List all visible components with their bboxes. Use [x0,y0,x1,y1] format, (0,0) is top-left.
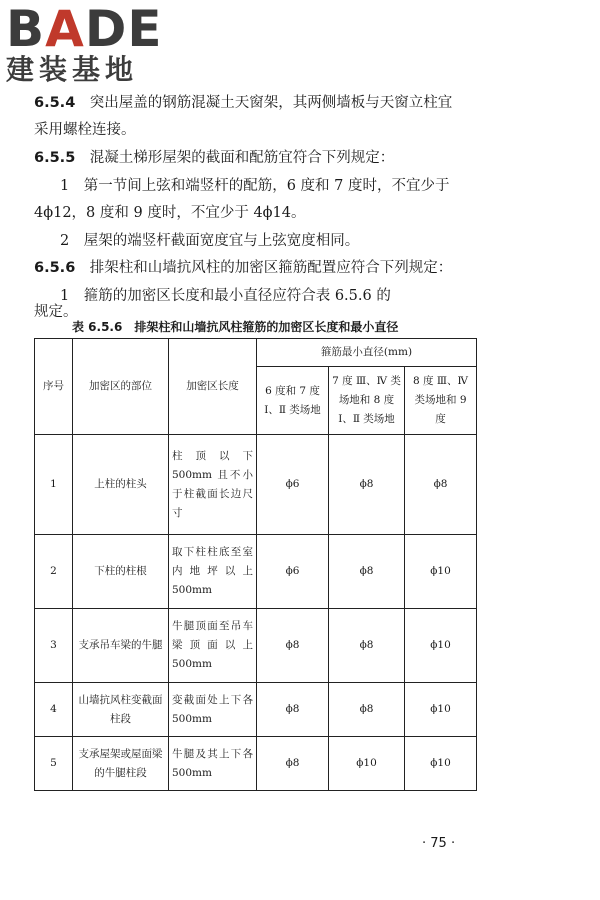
row-dia-b: ϕ8 [329,435,405,535]
row-index: 5 [35,737,73,791]
header-length: 加密区长度 [169,339,257,435]
row-dia-c: ϕ10 [405,535,477,609]
clause-6-5-6-item-1: 1 箍筋的加密区长度和最小直径应符合表 6.5.6 的 [60,288,391,304]
brand-logo [6,0,206,86]
row-dia-b: ϕ8 [329,683,405,737]
stirrup-spec-table [34,338,477,791]
header-col-a: 6 度和 7 度 Ⅰ、Ⅱ 类场地 [257,367,329,435]
clause-6-5-5-item-1: 1 第一节间上弦和端竖杆的配筋，6 度和 7 度时，不宜少于 [60,178,450,194]
table-caption: 表 6.5.6 排架柱和山墙抗风柱箍筋的加密区长度和最小直径 [72,320,399,334]
header-index: 序号 [35,339,73,435]
row-dia-a: ϕ6 [257,535,329,609]
clause-6-5-4: 6.5.4 突出屋盖的钢筋混凝土天窗架，其两侧墙板与天窗立柱宜 [34,95,453,111]
row-length: 取下柱柱底至室内地坪以上 500mm [169,535,257,609]
header-min-diameter: 箍筋最小直径(mm) [257,339,477,367]
row-dia-b: ϕ10 [329,737,405,791]
table-row [35,535,477,609]
row-dia-a: ϕ8 [257,683,329,737]
clause-6-5-5-item-2: 2 屋架的端竖杆截面宽度宜与上弦宽度相同。 [60,233,360,249]
logo-subtitle: 建装基地 [6,53,139,86]
clause-6-5-5-item-1-cont: 4ϕ12，8 度和 9 度时，不宜少于 4ϕ14。 [34,205,306,221]
row-part: 下柱的柱根 [73,535,169,609]
row-dia-b: ϕ8 [329,609,405,683]
row-dia-c: ϕ10 [405,683,477,737]
row-dia-c: ϕ10 [405,609,477,683]
logo-wordmark: BADE [6,0,163,58]
row-index: 3 [35,609,73,683]
table-row [35,683,477,737]
row-length: 变截面处上下各 500mm [169,683,257,737]
row-dia-a: ϕ8 [257,609,329,683]
clause-6-5-4-cont: 采用螺栓连接。 [34,122,136,138]
page-number: · 75 · [422,836,456,851]
row-index: 1 [35,435,73,535]
row-length: 柱顶以下 500mm 且不小于柱截面长边尺寸 [169,435,257,535]
row-dia-b: ϕ8 [329,535,405,609]
row-dia-a: ϕ6 [257,435,329,535]
clause-6-5-6: 6.5.6 排架柱和山墙抗风柱的加密区箍筋配置应符合下列规定： [34,260,453,276]
row-length: 牛腿及其上下各 500mm [169,737,257,791]
row-index: 2 [35,535,73,609]
row-part: 上柱的柱头 [73,435,169,535]
clause-6-5-5: 6.5.5 混凝土梯形屋架的截面和配筋宜符合下列规定： [34,150,395,166]
header-col-b: 7 度 Ⅲ、Ⅳ 类场地和 8 度 Ⅰ、Ⅱ 类场地 [329,367,405,435]
row-part: 支承屋架或屋面梁的牛腿柱段 [73,737,169,791]
row-dia-a: ϕ8 [257,737,329,791]
row-length: 牛腿顶面至吊车梁顶面以上 500mm [169,609,257,683]
table-row [35,435,477,535]
header-part: 加密区的部位 [73,339,169,435]
table-row [35,609,477,683]
row-dia-c: ϕ10 [405,737,477,791]
clause-6-5-6-item-1-cont: 规定。 [34,304,78,320]
row-dia-c: ϕ8 [405,435,477,535]
row-part: 山墙抗风柱变截面柱段 [73,683,169,737]
header-col-c: 8 度 Ⅲ、Ⅳ 类场地和 9 度 [405,367,477,435]
table-row [35,737,477,791]
row-part: 支承吊车梁的牛腿 [73,609,169,683]
row-index: 4 [35,683,73,737]
